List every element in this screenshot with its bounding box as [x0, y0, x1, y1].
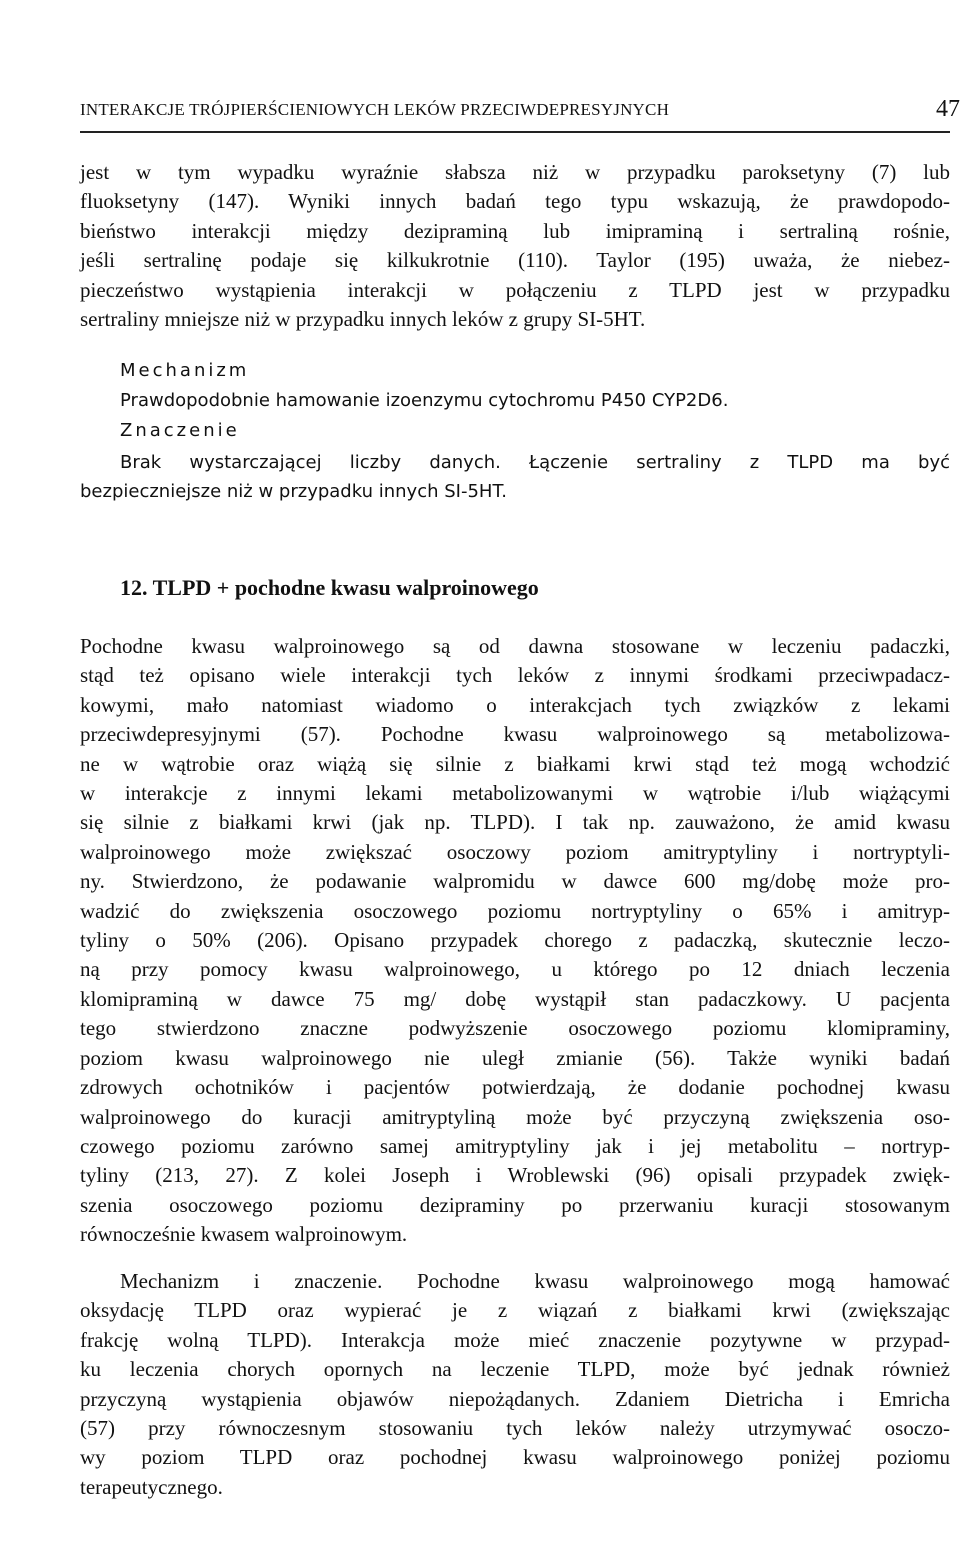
text-line: stąd też opisano wiele interakcji tych leków z innymi środkami przeciwpadacz-: [80, 663, 950, 688]
znaczenie-heading: Znaczenie: [120, 420, 240, 441]
paragraph-2: [80, 632, 950, 1250]
text-line: kowymi, mało natomiast wiadomo o interakcjach tych związków z lekami: [80, 692, 950, 717]
mechanizm-heading: Mechanizm: [120, 360, 250, 381]
page-header: [80, 96, 960, 130]
text-line: wy poziom TLPD oraz pochodnej kwasu walproinowego poniżej poziomu: [80, 1445, 950, 1470]
text-line: przeciwdepresyjnymi (57). Pochodne kwasu walproinowego są metabolizowa-: [80, 722, 950, 747]
text-line: wadzić do zwiększenia osoczowego poziomu nortryptyliny o 65% i amitryp-: [80, 898, 950, 923]
text-line: przyczyną wystąpienia objawów niepożądanych. Zdaniem Dietricha i Emricha: [80, 1386, 950, 1411]
text-line: walproinowego może zwiększać osoczowy poziom amitryptyliny i nortryptyli-: [80, 839, 950, 864]
text-line: Mechanizm i znaczenie. Pochodne kwasu walproinowego mogą hamować: [120, 1269, 950, 1293]
text-line: (57) przy równoczesnym stosowaniu tych leków należy utrzymywać osoczo-: [80, 1416, 950, 1441]
text-line: oksydację TLPD oraz wypierać je z wiązań z białkami krwi (zwiększając: [80, 1298, 950, 1323]
text-line: ną przy pomocy kwasu walproinowego, u którego po 12 dniach leczenia: [80, 957, 950, 982]
paragraph-3: [80, 1267, 950, 1502]
text-line: bezpieczniejsze niż w przypadku innych SI-5HT.: [80, 481, 508, 503]
text-line: się silnie z białkami krwi (jak np. TLPD). I tak np. zauważono, że amid kwasu: [80, 810, 950, 835]
text-line: Brak wystarczającej liczby danych. Łączenie sertraliny z TLPD ma być: [120, 452, 950, 473]
text-line: zdrowych ochotników i pacjentów potwierdzają, że dodanie pochodnej kwasu: [80, 1075, 950, 1100]
text-line: bieństwo interakcji między dezipraminą lub imipraminą i sertraliną rośnie,: [80, 218, 950, 243]
text-line: walproinowego do kuracji amitryptyliną może być przyczyną zwiększenia oso-: [80, 1104, 950, 1129]
text-line: fluoksetyny (147). Wyniki innych badań tego typu wskazują, że prawdopodo-: [80, 189, 950, 214]
text-line: równocześnie kwasem walproinowym.: [80, 1222, 408, 1247]
paragraph-1: [80, 158, 950, 334]
text-line: czowego poziomu zarówno samej amitryptyliny jak i jej metabolitu – nortryp-: [80, 1133, 950, 1158]
text-line: ny. Stwierdzono, że podawanie walpromidu w dawce 600 mg/dobę może pro-: [80, 869, 950, 894]
text-line: Pochodne kwasu walproinowego są od dawna stosowane w leczeniu padaczki,: [80, 634, 950, 658]
text-line: tyliny o 50% (206). Opisano przypadek chorego z padaczką, skutecznie leczo-: [80, 928, 950, 953]
mechanizm-text: Prawdopodobnie hamowanie izoenzymu cytochromu P450 CYP2D6.: [120, 390, 729, 411]
text-line: poziom kwasu walproinowego nie uległ zmianie (56). Także wyniki badań: [80, 1045, 950, 1070]
text-line: w interakcje z innymi lekami metabolizowanymi w wątrobie i/lub wiążącymi: [80, 781, 950, 806]
text-line: szenia osoczowego poziomu dezipraminy po przerwaniu kuracji stosowanym: [80, 1192, 950, 1217]
text-line: jeśli sertralinę podaje się kilkukrotnie (110). Taylor (195) uważa, że niebez-: [80, 248, 950, 273]
page-number: 47: [936, 96, 960, 122]
text-line: jest w tym wypadku wyraźnie słabsza niż w przypadku paroksetyny (7) lub: [80, 160, 950, 184]
text-line: tego stwierdzono znaczne podwyższenie osoczowego poziomu klomipraminy,: [80, 1016, 950, 1041]
text-line: tyliny (213, 27). Z kolei Joseph i Wroblewski (96) opisali przypadek zwięk-: [80, 1163, 950, 1188]
text-line: sertraliny mniejsze niż w przypadku innych leków z grupy SI-5HT.: [80, 307, 646, 332]
text-line: pieczeństwo wystąpienia interakcji w połączeniu z TLPD jest w przypadku: [80, 277, 950, 302]
header-rule: [80, 131, 950, 133]
text-line: ku leczenia chorych opornych na leczenie TLPD, może być jednak również: [80, 1357, 950, 1382]
text-line: ne w wątrobie oraz wiążą się silnie z białkami krwi stąd też mogą wchodzić: [80, 751, 950, 776]
running-title: INTERAKCJE TRÓJPIERŚCIENIOWYCH LEKÓW PRZECIWDEPRESYJNYCH: [80, 100, 670, 119]
text-line: frakcję wolną TLPD). Interakcja może mieć znaczenie pozytywne w przypad-: [80, 1327, 950, 1352]
section-title: 12. TLPD + pochodne kwasu walproinowego: [120, 575, 539, 600]
text-line: klomipraminą w dawce 75 mg/ dobę wystąpił stan padaczkowy. U pacjenta: [80, 986, 950, 1011]
text-line: terapeutycznego.: [80, 1474, 223, 1499]
znaczenie-text: [80, 448, 950, 507]
